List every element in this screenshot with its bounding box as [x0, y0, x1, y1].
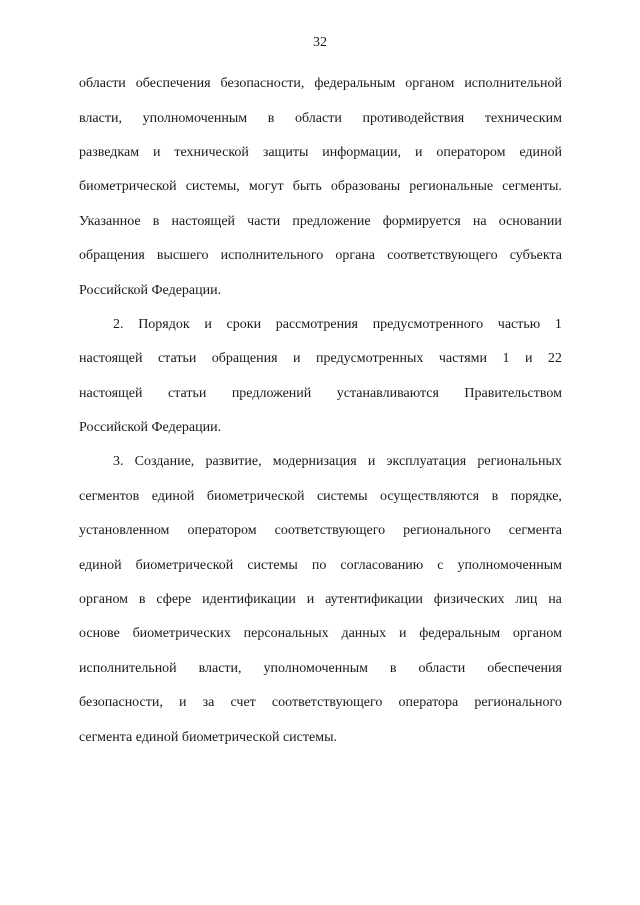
document-body	[79, 67, 562, 755]
word: и	[152, 144, 161, 160]
word: и	[204, 316, 212, 332]
word: оператором	[187, 523, 257, 539]
word: органом	[405, 76, 455, 92]
word: биометрической	[135, 557, 234, 573]
word: предложений	[231, 385, 312, 401]
word: идентификации	[202, 592, 296, 608]
word: статьи	[157, 351, 197, 367]
word: частями	[438, 351, 488, 367]
word: настоящей	[79, 351, 143, 367]
word: 2.	[113, 316, 124, 332]
word: единой	[151, 488, 195, 504]
word: органом	[79, 592, 129, 608]
word: предложение	[292, 213, 371, 229]
word: биометрической	[206, 488, 305, 504]
word: Правительством	[464, 385, 562, 401]
word: безопасности,	[220, 76, 305, 92]
text-line	[79, 583, 562, 617]
word: высшего	[156, 248, 209, 264]
word: с	[437, 557, 444, 573]
word: соответствующего	[387, 248, 498, 264]
word: соответствующего	[274, 523, 386, 539]
word: и	[178, 695, 187, 711]
text-line	[79, 652, 562, 686]
word: Создание,	[134, 454, 195, 470]
text-line	[79, 548, 562, 582]
word: за	[202, 695, 215, 711]
text-line	[79, 67, 562, 101]
word: в	[267, 110, 275, 126]
word: быть	[292, 179, 322, 195]
word: региональных	[477, 454, 562, 470]
word: могут	[248, 179, 284, 195]
word: установленном	[79, 523, 170, 539]
word: системы	[247, 557, 298, 573]
text-line: сегмента единой биометрической системы.	[79, 729, 337, 745]
word: рассмотрения	[275, 316, 358, 332]
word: уполномоченным	[142, 110, 248, 126]
text-line	[79, 136, 562, 170]
word: исполнительной	[79, 660, 177, 676]
word: части	[247, 213, 281, 229]
word: противодействия	[362, 110, 465, 126]
word: обеспечения	[135, 76, 211, 92]
word: и	[524, 351, 533, 367]
word: настоящей	[79, 385, 143, 401]
word: соответствующего	[271, 695, 383, 711]
word: 3.	[113, 454, 124, 470]
text-line	[79, 170, 562, 204]
word: осуществляются	[379, 488, 480, 504]
word: власти,	[79, 110, 122, 126]
word: техническим	[484, 110, 562, 126]
word: и	[414, 144, 423, 160]
word: персональных	[243, 626, 329, 642]
word: уполномоченным	[263, 660, 368, 676]
word: согласованию	[340, 557, 424, 573]
text-line	[79, 308, 562, 342]
word: обращения	[79, 248, 145, 264]
word: области	[295, 110, 342, 126]
text-line	[79, 480, 562, 514]
word: системы	[316, 488, 368, 504]
word: уполномоченным	[457, 557, 562, 573]
word: органом	[512, 626, 562, 642]
word: по	[311, 557, 327, 573]
word: технической	[174, 144, 249, 160]
word: исполнительной	[464, 76, 562, 92]
word: на	[472, 213, 487, 229]
word: защиты	[262, 144, 309, 160]
word: обращения	[211, 351, 278, 367]
word: развитие,	[205, 454, 262, 470]
word: оператора	[398, 695, 459, 711]
text-line: Российской Федерации.	[79, 282, 222, 298]
word: образованы	[330, 179, 401, 195]
word: сроки	[226, 316, 262, 332]
word: счет	[230, 695, 256, 711]
word: органа	[335, 248, 376, 264]
word: аутентификации	[325, 592, 423, 608]
word: информации,	[322, 144, 402, 160]
word: сегмента	[508, 523, 562, 539]
text-line	[79, 514, 562, 548]
word: единой	[519, 144, 562, 160]
text-line	[79, 617, 562, 651]
word: предусмотренных	[315, 351, 424, 367]
word: устанавливаются	[336, 385, 439, 401]
word: 1	[502, 351, 510, 367]
word: физических	[433, 592, 505, 608]
word: федеральным	[419, 626, 501, 642]
word: частью	[497, 316, 541, 332]
word: в	[389, 660, 397, 676]
word: статьи	[167, 385, 207, 401]
word: единой	[79, 557, 122, 573]
word: обеспечения	[487, 660, 562, 676]
word: системы,	[185, 179, 240, 195]
word: и	[367, 454, 376, 470]
word: Указанное	[79, 213, 141, 229]
word: федеральным	[314, 76, 396, 92]
word: на	[548, 592, 562, 608]
word: разведкам	[79, 144, 140, 160]
word: данных	[341, 626, 387, 642]
word: и	[293, 351, 301, 367]
word: настоящей	[171, 213, 236, 229]
word: сегментов	[79, 488, 140, 504]
word: в	[138, 592, 146, 608]
word: власти,	[198, 660, 242, 676]
text-line: Российской Федерации.	[79, 420, 222, 436]
word: регионального	[403, 523, 491, 539]
word: биометрических	[132, 626, 231, 642]
text-line	[79, 342, 562, 376]
word: Порядок	[138, 316, 190, 332]
word: 22	[547, 351, 562, 367]
text-line	[79, 205, 562, 239]
word: 1	[554, 316, 562, 332]
word: и	[398, 626, 407, 642]
word: регионального	[474, 695, 562, 711]
word: предусмотренного	[372, 316, 484, 332]
word: исполнительного	[220, 248, 324, 264]
word: основе	[79, 626, 120, 642]
text-line	[79, 445, 562, 479]
text-line	[79, 377, 562, 411]
word: сегменты.	[502, 179, 562, 195]
word: формируется	[382, 213, 461, 229]
word: модернизация	[272, 454, 357, 470]
text-line	[79, 686, 562, 720]
text-line	[79, 101, 562, 135]
word: субъекта	[509, 248, 562, 264]
word: в	[491, 488, 499, 504]
page-number: 32	[313, 35, 327, 50]
word: и	[306, 592, 315, 608]
word: биометрической	[79, 179, 177, 195]
word: эксплуатация	[386, 454, 467, 470]
word: сфере	[156, 592, 192, 608]
word: лиц	[515, 592, 538, 608]
word: безопасности,	[79, 695, 163, 711]
word: региональные	[409, 179, 494, 195]
word: оператором	[436, 144, 506, 160]
word: порядке,	[510, 488, 562, 504]
word: основании	[498, 213, 562, 229]
text-line	[79, 239, 562, 273]
word: области	[418, 660, 466, 676]
word: области	[79, 76, 126, 92]
word: в	[152, 213, 160, 229]
